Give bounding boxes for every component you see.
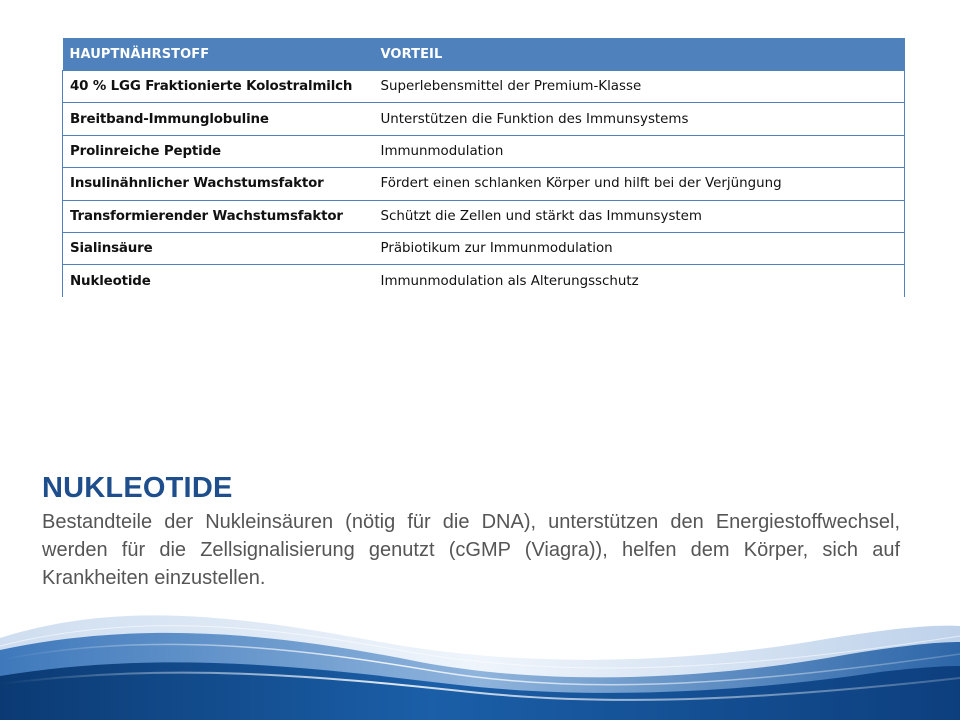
column-header-benefit: VORTEIL bbox=[374, 38, 905, 71]
nutrient-cell: 40 % LGG Fraktionierte Kolostralmilch bbox=[63, 71, 374, 103]
table-row bbox=[63, 135, 905, 167]
decorative-wave-graphic bbox=[0, 580, 960, 720]
nutrient-cell: Insulinähnlicher Wachstumsfaktor bbox=[63, 168, 374, 200]
benefit-cell: Immunmodulation als Alterungsschutz bbox=[374, 265, 905, 297]
section-title: NUKLEOTIDE bbox=[42, 472, 233, 504]
benefit-cell: Superlebensmittel der Premium-Klasse bbox=[374, 71, 905, 103]
benefit-cell: Schützt die Zellen und stärkt das Immunsystem bbox=[374, 200, 905, 232]
nutrient-cell: Prolinreiche Peptide bbox=[63, 135, 374, 167]
table-row bbox=[63, 71, 905, 103]
nutrient-cell: Nukleotide bbox=[63, 265, 374, 297]
benefit-cell: Immunmodulation bbox=[374, 135, 905, 167]
nutrient-table bbox=[62, 38, 905, 297]
table-row bbox=[63, 200, 905, 232]
benefit-cell: Unterstützen die Funktion des Immunsystems bbox=[374, 103, 905, 135]
column-header-nutrient: HAUPTNÄHRSTOFF bbox=[63, 38, 374, 71]
table-header-row bbox=[63, 38, 905, 71]
table-row bbox=[63, 265, 905, 297]
nutrient-cell: Sialinsäure bbox=[63, 232, 374, 264]
section-body-text: Bestandteile der Nukleinsäuren (nötig für die DNA), unterstützen den Energiestoffwechsel, werden für die Zellsignalisierung genutzt (cGMP (Viagra)), helfen dem Körper, sich auf Krankheiten einzustellen. bbox=[42, 511, 900, 589]
table-row bbox=[63, 232, 905, 264]
nutrient-cell: Breitband-Immunglobuline bbox=[63, 103, 374, 135]
benefit-cell: Präbiotikum zur Immunmodulation bbox=[374, 232, 905, 264]
nutrient-cell: Transformierender Wachstumsfaktor bbox=[63, 200, 374, 232]
table-row bbox=[63, 168, 905, 200]
benefit-cell: Fördert einen schlanken Körper und hilft bei der Verjüngung bbox=[374, 168, 905, 200]
table-row bbox=[63, 103, 905, 135]
